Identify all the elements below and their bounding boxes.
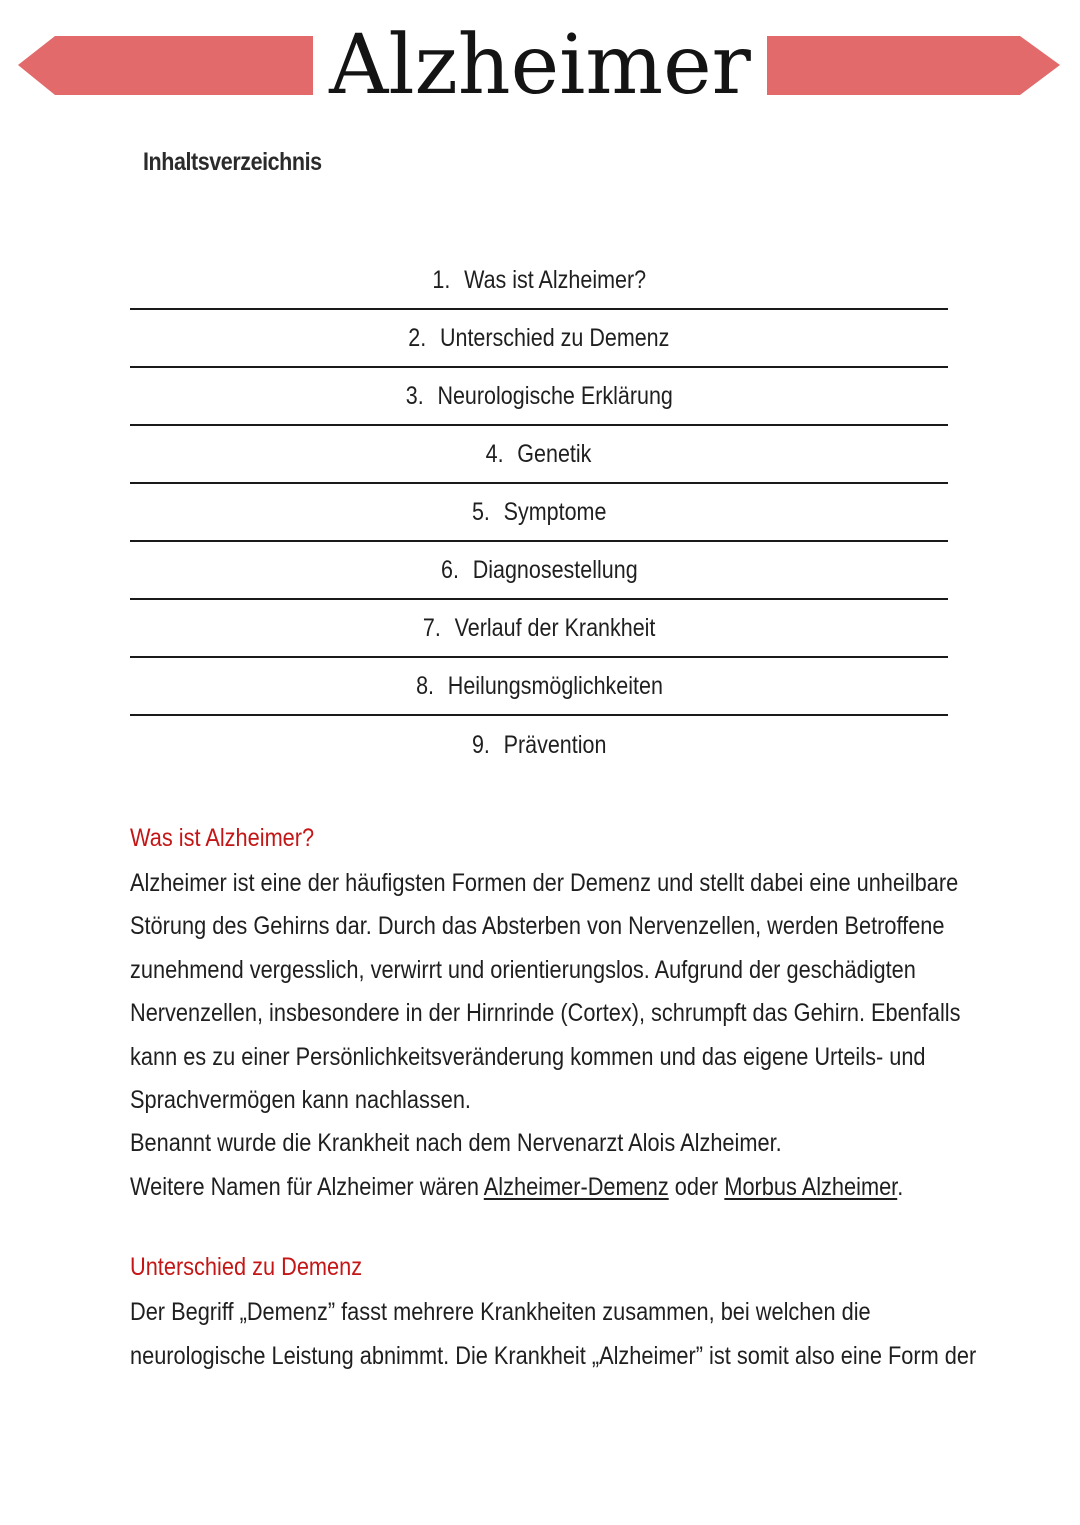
section-was-ist-alzheimer bbox=[130, 820, 961, 1209]
toc-item-6 bbox=[130, 542, 948, 600]
term-morbus-alzheimer: Morbus Alzheimer bbox=[724, 1172, 898, 1201]
body-content bbox=[130, 820, 977, 1418]
toc-item-label: Prävention bbox=[503, 730, 607, 759]
toc-item-number: 5. bbox=[471, 497, 490, 526]
paragraph-line: Benannt wurde die Krankheit nach dem Nervenarzt Alois Alzheimer. bbox=[130, 1129, 782, 1158]
alternative-names-line bbox=[130, 1166, 904, 1209]
toc-item-number: 3. bbox=[405, 381, 424, 410]
paragraph-line: zunehmend vergesslich, verwirrt und orientierungslos. Aufgrund der geschädigten bbox=[130, 955, 916, 984]
toc-item-number: 4. bbox=[486, 439, 505, 468]
paragraph-line: Sprachvermögen kann nachlassen. bbox=[130, 1086, 471, 1115]
section-title: Unterschied zu Demenz bbox=[130, 1253, 363, 1282]
toc-item-2 bbox=[130, 310, 948, 368]
term-alzheimer-demenz: Alzheimer-Demenz bbox=[483, 1172, 669, 1201]
toc-item-number: 2. bbox=[408, 323, 427, 352]
toc-item-number: 9. bbox=[471, 730, 490, 759]
toc-item-number: 6. bbox=[440, 555, 459, 584]
toc-item-label: Diagnosestellung bbox=[472, 555, 638, 584]
toc-item-label: Verlauf der Krankheit bbox=[454, 613, 656, 642]
toc-list bbox=[130, 252, 948, 774]
toc-item-label: Unterschied zu Demenz bbox=[440, 323, 670, 352]
toc-item-9 bbox=[130, 716, 948, 774]
paragraph-line: kann es zu einer Persönlichkeitsveränderung kommen und das eigene Urteils- und bbox=[130, 1042, 926, 1071]
toc-item-5 bbox=[130, 484, 948, 542]
toc-item-1 bbox=[130, 252, 948, 310]
toc-item-number: 8. bbox=[415, 671, 434, 700]
toc-item-3 bbox=[130, 368, 948, 426]
toc-item-number: 7. bbox=[422, 613, 441, 642]
paragraph-line: Der Begriff „Demenz” fasst mehrere Krankheiten zusammen, bei welchen die bbox=[130, 1298, 871, 1327]
section-title: Was ist Alzheimer? bbox=[130, 824, 315, 852]
toc-item-label: Genetik bbox=[517, 439, 592, 468]
toc-heading: Inhaltsverzeichnis bbox=[143, 148, 322, 176]
toc-item-4 bbox=[130, 426, 948, 484]
names-middle: oder bbox=[668, 1172, 725, 1201]
paragraph-line: neurologische Leistung abnimmt. Die Krankheit „Alzheimer” ist somit also eine Form der bbox=[130, 1341, 977, 1370]
paragraph-line: Nervenzellen, insbesondere in der Hirnrinde (Cortex), schrumpft das Gehirn. Ebenfalls bbox=[130, 999, 961, 1028]
paragraph-line: Alzheimer ist eine der häufigsten Formen der Demenz und stellt dabei eine unheilbare bbox=[130, 869, 959, 897]
names-suffix: . bbox=[897, 1172, 904, 1201]
toc-item-8 bbox=[130, 658, 948, 716]
toc-item-label: Was ist Alzheimer? bbox=[463, 265, 646, 294]
section-unterschied-zu-demenz bbox=[130, 1249, 977, 1378]
names-prefix: Weitere Namen für Alzheimer wären bbox=[130, 1172, 484, 1201]
toc-item-number: 1. bbox=[432, 265, 451, 294]
toc-item-7 bbox=[130, 600, 948, 658]
page-title bbox=[0, 18, 1080, 114]
toc-item-label: Heilungsmöglichkeiten bbox=[447, 671, 663, 700]
paragraph-line: Störung des Gehirns dar. Durch das Absterben von Nervenzellen, werden Betroffene bbox=[130, 912, 945, 941]
page-title-text: Alzheimer bbox=[313, 18, 767, 113]
toc-item-label: Neurologische Erklärung bbox=[437, 381, 673, 410]
toc-item-label: Symptome bbox=[503, 497, 607, 526]
header-banner bbox=[0, 0, 1080, 135]
